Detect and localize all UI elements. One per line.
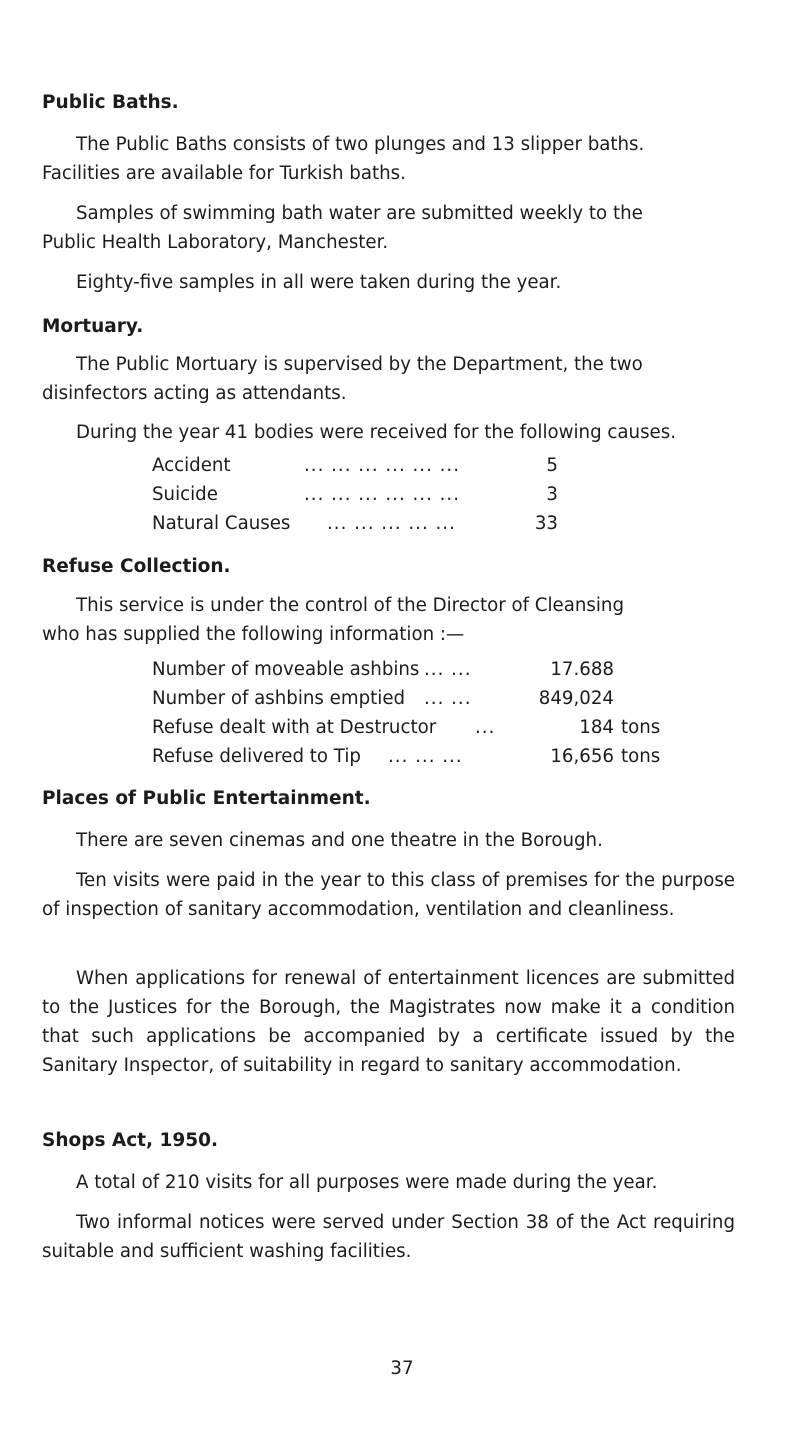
- leader-dots: ... ... ... ... ... ...: [304, 455, 460, 476]
- entertainment-para-2: Ten visits were paid in the year to this class of premises for the purpose of inspection of sanitary accommodation, ventilation and cleanliness.: [42, 870, 735, 920]
- refuse-para-1-line-2: who has supplied the following information :—: [42, 624, 465, 645]
- cause-label: Suicide: [152, 484, 218, 505]
- refuse-para-1-line-1: This service is under the control of the Director of Cleansing: [76, 595, 624, 616]
- cause-count: 3: [546, 484, 558, 505]
- cause-count: 5: [546, 455, 558, 476]
- mortuary-para-1-line-1: The Public Mortuary is supervised by the Department, the two: [76, 354, 643, 375]
- leader-dots: ... ...: [424, 659, 472, 680]
- cause-count: 33: [534, 513, 558, 534]
- leader-dots: ... ...: [424, 688, 472, 709]
- refuse-item-label: Refuse delivered to Tip: [152, 746, 361, 767]
- refuse-item-unit: tons: [621, 717, 661, 738]
- public-baths-para-2-line-2: Public Health Laboratory, Manchester.: [42, 232, 389, 253]
- leader-dots: ... ... ... ... ...: [327, 513, 456, 534]
- cause-label: Natural Causes: [152, 513, 291, 534]
- refuse-item-unit: tons: [621, 746, 661, 767]
- leader-dots: ...: [475, 717, 496, 738]
- mortuary-para-2: During the year 41 bodies were received for the following causes.: [76, 422, 677, 443]
- refuse-item-label: Number of ashbins emptied: [152, 688, 406, 709]
- leader-dots: ... ... ...: [388, 746, 463, 767]
- public-baths-heading: Public Baths.: [42, 92, 179, 113]
- public-baths-para-1-line-2: Facilities are available for Turkish baths.: [42, 163, 406, 184]
- mortuary-heading: Mortuary.: [42, 316, 144, 337]
- refuse-item-label: Refuse dealt with at Destructor: [152, 717, 437, 738]
- entertainment-heading: Places of Public Entertainment.: [42, 788, 371, 809]
- cause-label: Accident: [152, 455, 231, 476]
- refuse-item-value: 849,024: [538, 688, 614, 709]
- public-baths-para-2-line-1: Samples of swimming bath water are submitted weekly to the: [76, 203, 643, 224]
- page-number: 37: [390, 1358, 414, 1379]
- entertainment-para-3: When applications for renewal of entertainment licences are submitted to the Justices for the Borough, the Magistrates now make it a condition that such applications be accompanied by a certificate issued by the Sanitary Inspector, of suitability in regard to sanitary accommodation.: [42, 968, 735, 1076]
- public-baths-para-3: Eighty-five samples in all were taken during the year.: [76, 272, 562, 293]
- mortuary-para-1-line-2: disinfectors acting as attendants.: [42, 383, 347, 404]
- public-baths-para-1-line-1: The Public Baths consists of two plunges and 13 slipper baths.: [76, 134, 645, 155]
- refuse-item-label: Number of moveable ashbins: [152, 659, 420, 680]
- refuse-item-value: 184: [579, 717, 614, 738]
- shops-act-heading: Shops Act, 1950.: [42, 1130, 219, 1151]
- refuse-item-value: 16,656: [550, 746, 614, 767]
- refuse-item-value: 17.688: [550, 659, 614, 680]
- refuse-collection-heading: Refuse Collection.: [42, 556, 231, 577]
- shops-act-para-2: Two informal notices were served under Section 38 of the Act requiring suitable and sufficient washing facilities.: [42, 1212, 735, 1262]
- shops-act-para-1: A total of 210 visits for all purposes were made during the year.: [76, 1172, 658, 1193]
- entertainment-para-1: There are seven cinemas and one theatre in the Borough.: [76, 830, 603, 851]
- leader-dots: ... ... ... ... ... ...: [304, 484, 460, 505]
